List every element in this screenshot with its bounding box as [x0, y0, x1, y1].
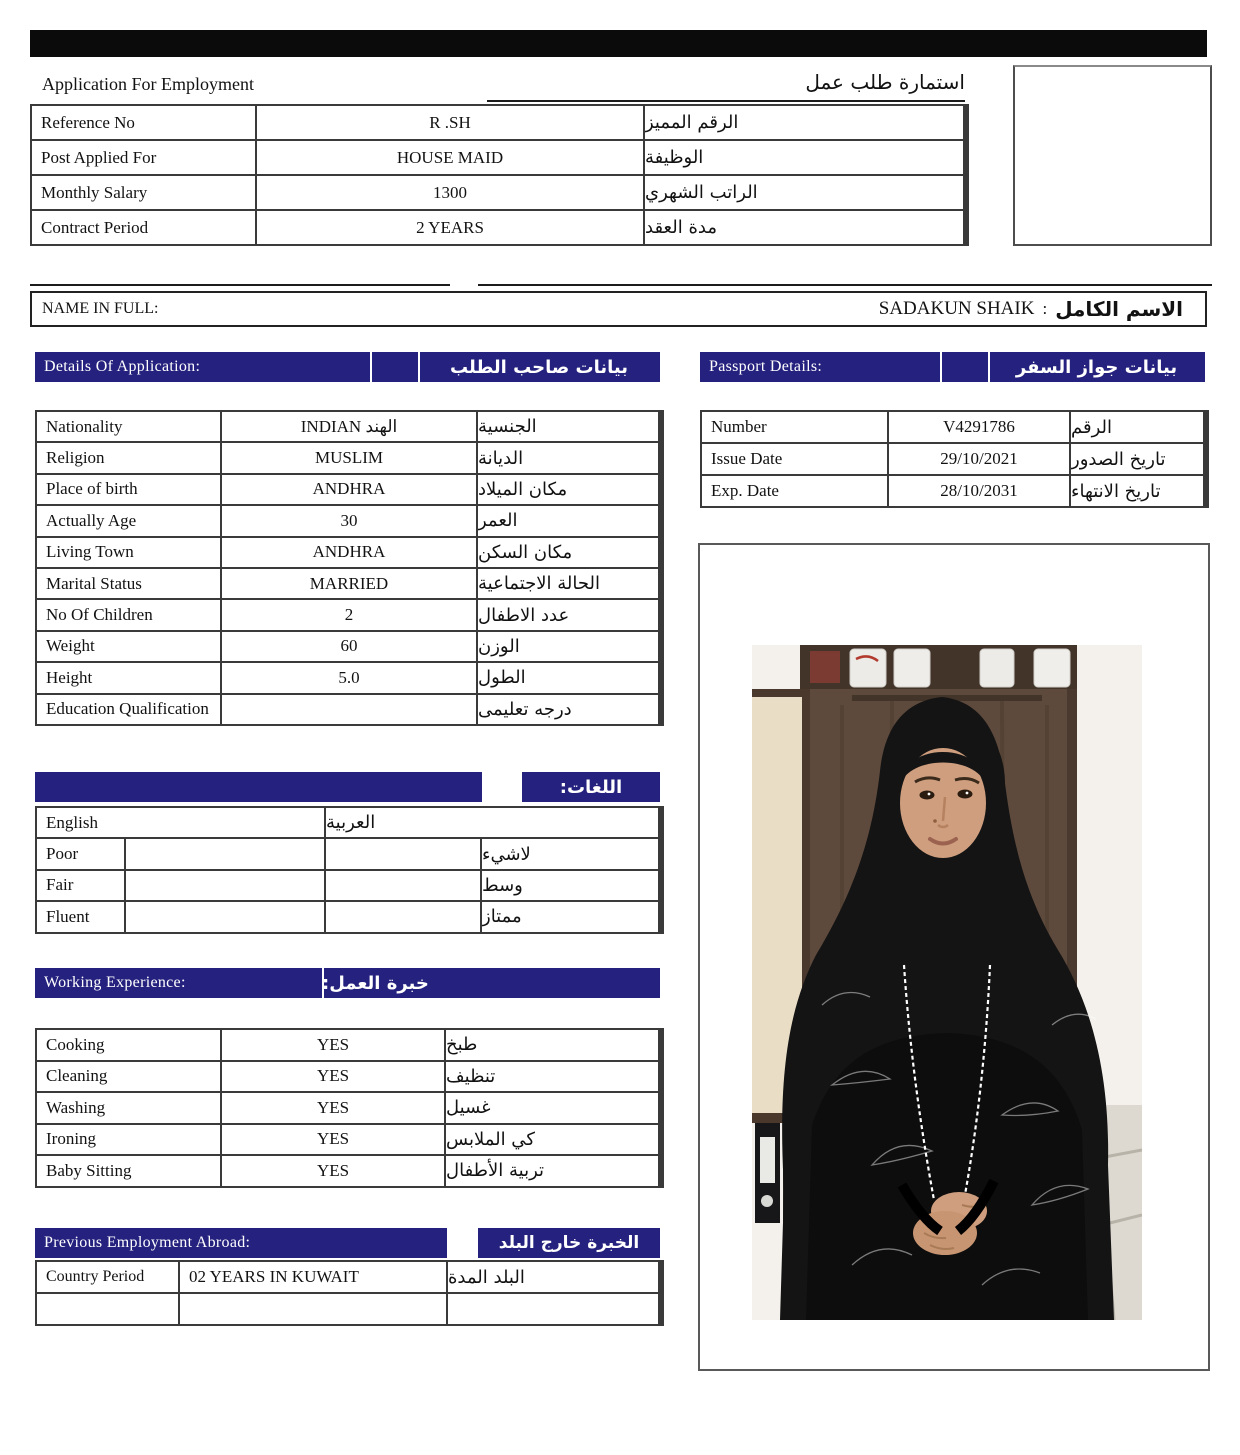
name-value-group: [879, 297, 1205, 321]
field-label: Post Applied For: [32, 141, 255, 174]
name-topline-left: [30, 284, 450, 286]
empty-cell: [326, 839, 480, 868]
passport-header-en-seg: [700, 352, 940, 382]
field-label: Education Qualification: [37, 695, 220, 724]
previous-employment-table: [35, 1260, 664, 1326]
details-section-header: [35, 352, 660, 382]
field-value: MUSLIM: [222, 443, 476, 472]
field-value: 02 YEARS IN KUWAIT: [180, 1262, 446, 1292]
skill-value: YES: [222, 1156, 444, 1186]
languages-title-ar: اللغات:: [559, 776, 623, 798]
field-label: Living Town: [37, 538, 220, 567]
name-topline-right: [478, 284, 1212, 286]
previous-employment-header-right: [478, 1228, 660, 1258]
field-label: Country Period: [37, 1262, 178, 1292]
field-value: R .SH: [257, 106, 643, 139]
field-value: 2 YEARS: [257, 211, 643, 244]
redaction-bar: [30, 30, 1207, 57]
eye-right: [958, 790, 973, 799]
language-name: English: [37, 808, 324, 837]
eye-glint: [928, 793, 931, 796]
level-label-ar: ممتاز: [482, 902, 658, 931]
language-name-ar: العربية: [326, 808, 658, 837]
details-title-en: Details Of Application:: [44, 358, 201, 375]
skill-label-ar: غسيل: [446, 1093, 658, 1123]
field-label: Nationality: [37, 412, 220, 441]
skill-label-ar: تنظيف: [446, 1062, 658, 1092]
field-label: Number: [702, 412, 887, 442]
empty-cell: [180, 1294, 446, 1324]
skill-value: YES: [222, 1093, 444, 1123]
languages-table: [35, 806, 664, 934]
field-label-ar: تاريخ الصدور: [1071, 444, 1203, 474]
skill-label: Cleaning: [37, 1062, 220, 1092]
applicant-photo-frame: [698, 543, 1210, 1371]
field-value: 30: [222, 506, 476, 535]
level-label-ar: لاشيء: [482, 839, 658, 868]
skill-label-ar: تربية الأطفال: [446, 1156, 658, 1186]
field-label-ar: مكان السكن: [478, 538, 658, 567]
field-label: Weight: [37, 632, 220, 661]
field-label-ar: درجه تعليمى: [478, 695, 658, 724]
skill-label: Baby Sitting: [37, 1156, 220, 1186]
name-in-full-row: [30, 291, 1207, 327]
field-value: 60: [222, 632, 476, 661]
skill-value: YES: [222, 1062, 444, 1092]
level-label: Poor: [37, 839, 124, 868]
field-value: V4291786: [889, 412, 1069, 442]
field-label: Marital Status: [37, 569, 220, 598]
header-divider: [370, 352, 372, 382]
previous-title-ar: الخبرة خارج البلد: [498, 1233, 640, 1253]
header-divider: [940, 352, 942, 382]
languages-header-right: [522, 772, 660, 802]
applicant-details-table: [35, 410, 664, 726]
field-label-ar: الوظيفة: [645, 141, 963, 174]
field-label: Monthly Salary: [32, 176, 255, 209]
field-label-ar: الحالة الاجتماعية: [478, 569, 658, 598]
field-label-ar: البلد المدة: [448, 1262, 658, 1292]
empty-cell: [448, 1294, 658, 1324]
empty-cell: [326, 902, 480, 931]
field-label-ar: الديانة: [478, 443, 658, 472]
field-value: [222, 695, 476, 724]
passport-title-ar: بيانات جواز السفر: [1015, 356, 1178, 378]
eye-glint: [966, 792, 969, 795]
field-value: HOUSE MAID: [257, 141, 643, 174]
field-label-ar: تاريخ الانتهاء: [1071, 476, 1203, 506]
empty-cell: [126, 871, 324, 900]
details-title-ar: بيانات صاحب الطلب: [449, 356, 629, 378]
field-value: MARRIED: [222, 569, 476, 598]
field-value: ANDHRA: [222, 538, 476, 567]
field-label: Place of birth: [37, 475, 220, 504]
field-label: Actually Age: [37, 506, 220, 535]
skill-label: Washing: [37, 1093, 220, 1123]
passport-details-table: [700, 410, 1209, 508]
field-value: 29/10/2021: [889, 444, 1069, 474]
working-experience-table: [35, 1028, 664, 1188]
field-label-ar: الرقم المميز: [645, 106, 963, 139]
level-label: Fair: [37, 871, 124, 900]
empty-cell: [37, 1294, 178, 1324]
languages-header-left: [35, 772, 482, 802]
field-value: 1300: [257, 176, 643, 209]
name-value: SADAKUN SHAIK: [878, 298, 1035, 319]
nose-pin: [933, 819, 937, 823]
experience-header-en-seg: [35, 968, 322, 998]
name-label-ar: الاسم الكامل: [1055, 297, 1183, 321]
field-label-ar: الرقم: [1071, 412, 1203, 442]
level-label-ar: وسط: [482, 871, 658, 900]
field-value: INDIAN الهند: [222, 412, 476, 441]
previous-employment-header-left: [35, 1228, 447, 1258]
field-label-ar: مكان الميلاد: [478, 475, 658, 504]
field-label: Religion: [37, 443, 220, 472]
name-separator: :: [1042, 299, 1048, 318]
page-title-ar: استمارة طلب عمل: [805, 70, 965, 94]
name-label-en: NAME IN FULL:: [42, 300, 159, 317]
field-label-ar: عدد الاطفال: [478, 600, 658, 629]
empty-cell: [126, 839, 324, 868]
empty-cell: [126, 902, 324, 931]
passport-section-header: [700, 352, 1205, 382]
application-summary-table: [30, 104, 969, 246]
skill-label: Cooking: [37, 1030, 220, 1060]
field-label: Issue Date: [702, 444, 887, 474]
experience-title-en: Working Experience:: [44, 974, 186, 991]
skill-label: Ironing: [37, 1125, 220, 1155]
experience-section-header: [35, 968, 660, 998]
field-label-ar: الوزن: [478, 632, 658, 661]
field-label-ar: مدة العقد: [645, 211, 963, 244]
photo-placeholder-box: [1013, 65, 1212, 246]
field-value: 5.0: [222, 663, 476, 692]
previous-title-en: Previous Employment Abroad:: [44, 1234, 251, 1251]
eye-left: [920, 791, 935, 800]
skill-label-ar: كي الملابس: [446, 1125, 658, 1155]
skill-label-ar: طبخ: [446, 1030, 658, 1060]
field-label: Reference No: [32, 106, 255, 139]
details-header-en-seg: [35, 352, 370, 382]
abaya-body: [806, 1033, 1088, 1320]
field-label: No Of Children: [37, 600, 220, 629]
field-value: 2: [222, 600, 476, 629]
field-label: Height: [37, 663, 220, 692]
field-label-ar: الراتب الشهري: [645, 176, 963, 209]
empty-cell: [326, 871, 480, 900]
skill-value: YES: [222, 1125, 444, 1155]
field-label-ar: الجنسية: [478, 412, 658, 441]
level-label: Fluent: [37, 902, 124, 931]
skill-value: YES: [222, 1030, 444, 1060]
field-value: 28/10/2031: [889, 476, 1069, 506]
field-label: Exp. Date: [702, 476, 887, 506]
page-title-en: Application For Employment: [42, 74, 254, 94]
applicant-photo: [752, 645, 1142, 1320]
field-label-ar: الطول: [478, 663, 658, 692]
passport-title-en: Passport Details:: [709, 358, 823, 375]
field-label: Contract Period: [32, 211, 255, 244]
title-underline: [487, 100, 965, 102]
field-label-ar: العمر: [478, 506, 658, 535]
field-value: ANDHRA: [222, 475, 476, 504]
experience-title-ar: خبرة العمل:: [322, 972, 429, 994]
